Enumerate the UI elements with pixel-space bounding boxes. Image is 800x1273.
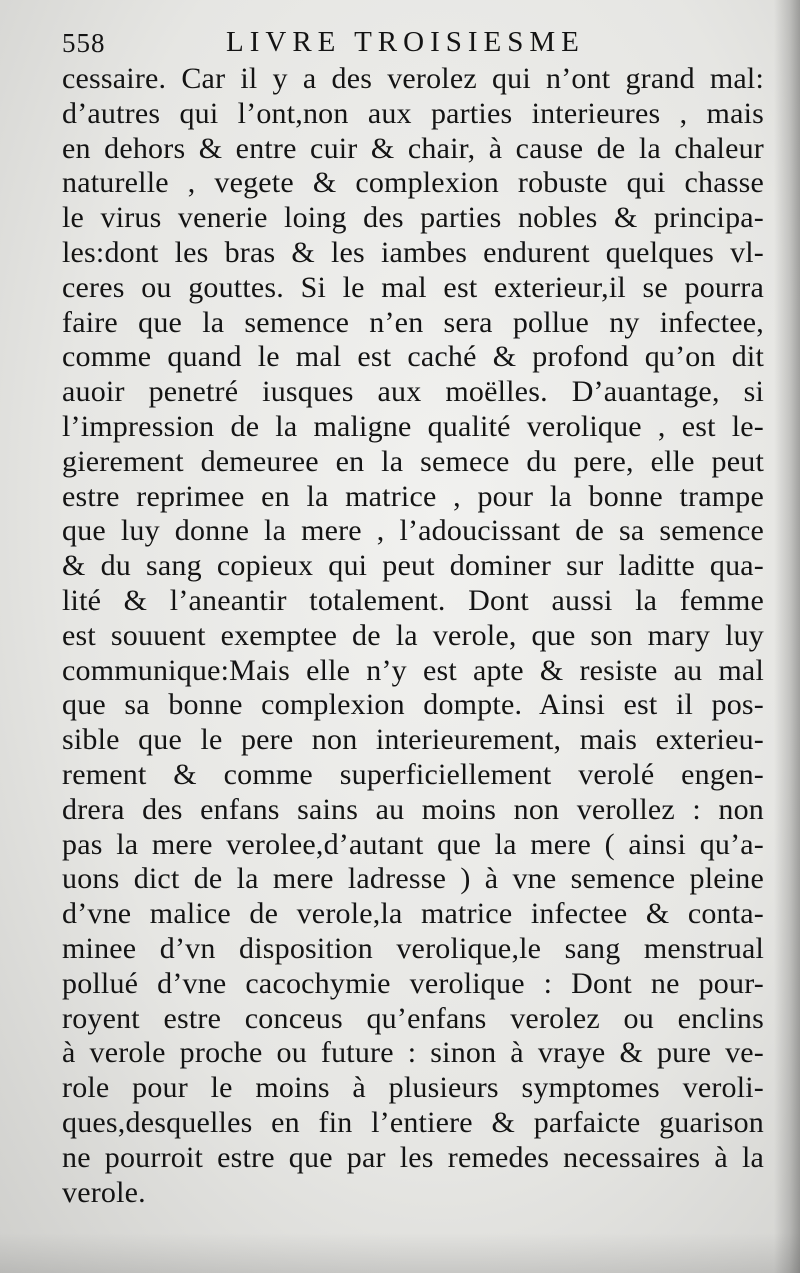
text-line: estre reprimee en la matrice , pour la bonne trampe bbox=[62, 479, 764, 513]
text-line: ne pourroit estre que par les remedes necessaires à la bbox=[62, 1140, 764, 1174]
page-bottom-shadow bbox=[0, 1233, 800, 1273]
text-line: comme quand le mal est caché & profond qu’on dit bbox=[62, 340, 764, 374]
text-line: l’impression de la maligne qualité verolique , est le- bbox=[62, 409, 764, 443]
text-line: les:dont les bras & les iambes endurent quelques vl- bbox=[62, 235, 764, 269]
text-line: que sa bonne complexion dompte. Ainsi est il pos- bbox=[62, 688, 764, 722]
text-line: verole. bbox=[62, 1175, 146, 1209]
text-line: que luy donne la mere , l’adoucissant de sa semence bbox=[62, 514, 764, 548]
text-line: cessaire. Car il y a des verolez qui n’ont grand mal: bbox=[62, 62, 764, 95]
text-line: naturelle , vegete & complexion robuste qui chasse bbox=[62, 166, 764, 200]
text-line: minee d’vn disposition verolique,le sang menstrual bbox=[62, 931, 764, 965]
text-line: à verole proche ou future : sinon à vraye & pure ve- bbox=[62, 1036, 764, 1070]
page-edge-shadow bbox=[774, 0, 800, 1273]
running-title: LIVRE TROISIESME bbox=[226, 26, 585, 58]
text-line: communique:Mais elle n’y est apte & resiste au mal bbox=[62, 653, 764, 687]
text-line: lité & l’aneantir totalement. Dont aussi la femme bbox=[62, 583, 764, 617]
text-line: ceres ou gouttes. Si le mal est exterieur,il se pourra bbox=[62, 270, 764, 304]
body-text bbox=[62, 62, 764, 1210]
text-line: sible que le pere non interieurement, mais exterieu- bbox=[62, 723, 764, 757]
text-line: est souuent exemptee de la verole, que son mary luy bbox=[62, 618, 764, 652]
text-line: gierement demeuree en la semece du pere, elle peut bbox=[62, 444, 764, 478]
text-line: le virus venerie loing des parties nobles & principa- bbox=[62, 201, 764, 235]
text-line: role pour le moins à plusieurs symptomes veroli- bbox=[62, 1071, 764, 1105]
text-line: pas la mere verolee,d’autant que la mere ( ainsi qu’a- bbox=[62, 827, 764, 861]
text-line: faire que la semence n’en sera pollue ny infectee, bbox=[62, 305, 764, 339]
text-line: & du sang copieux qui peut dominer sur laditte qua- bbox=[62, 549, 764, 583]
text-line: ques,desquelles en fin l’entiere & parfaicte guarison bbox=[62, 1105, 764, 1139]
text-line: auoir penetré iusques aux moëlles. D’auantage, si bbox=[62, 375, 764, 409]
text-line: pollué d’vne cacochymie verolique : Dont ne pour- bbox=[62, 966, 764, 1000]
text-line: drera des enfans sains au moins non verollez : non bbox=[62, 792, 764, 826]
text-line: d’autres qui l’ont,non aux parties interieures , mais bbox=[62, 96, 764, 130]
text-line: uons dict de la mere ladresse ) à vne semence pleine bbox=[62, 862, 764, 896]
text-line: en dehors & entre cuir & chair, à cause de la chaleur bbox=[62, 131, 764, 165]
text-line: rement & comme superficiellement verolé engen- bbox=[62, 757, 764, 791]
page-number: 558 bbox=[62, 28, 106, 58]
text-line: d’vne malice de verole,la matrice infectee & conta- bbox=[62, 897, 764, 931]
text-line: royent estre conceus qu’enfans verolez ou enclins bbox=[62, 1001, 764, 1035]
